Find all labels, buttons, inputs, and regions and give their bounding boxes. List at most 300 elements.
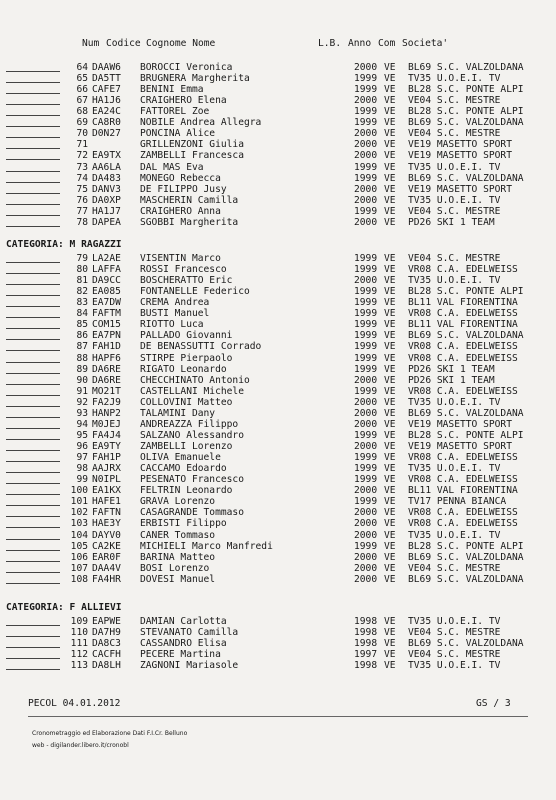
time-blank-line (6, 204, 60, 205)
entry-name: PALLADO Giovanni (140, 330, 233, 342)
entry-club: BL69 S.C. VALZOLDANA (408, 330, 524, 342)
table-row (0, 150, 556, 161)
table-row (0, 496, 556, 507)
table-row (0, 84, 556, 95)
entry-com: VE (384, 183, 396, 195)
time-blank-line (6, 317, 60, 318)
entry-year: 1999 (354, 117, 378, 129)
entry-name: GRILLENZONI Giulia (140, 139, 244, 151)
entry-year: 1999 (354, 264, 378, 276)
entry-year: 2000 (354, 275, 378, 287)
entry-num: 92 (76, 396, 88, 408)
entry-code: EAPWE (92, 616, 121, 627)
entry-name: BUSTI Manuel (140, 308, 210, 320)
entry-year: 1998 (354, 638, 378, 650)
table-row (0, 463, 556, 474)
footer-place-date: PECOL 04.01.2012 (28, 698, 121, 709)
entry-name: SALZANO Alessandro (140, 429, 244, 441)
entry-club: BL69 S.C. VALZOLDANA (408, 172, 524, 184)
entry-num: 97 (76, 452, 88, 464)
entry-club: VE19 MASETTO SPORT (408, 441, 512, 453)
entry-code: CACFH (92, 649, 121, 661)
entry-name: TALAMINI Dany (140, 407, 216, 419)
entry-code: EA7DW (92, 297, 121, 309)
entry-year: 2000 (354, 418, 378, 430)
col-codice-header: Codice (106, 38, 141, 49)
table-row (0, 452, 556, 463)
entry-name: ZAGNONI Mariasole (140, 660, 239, 672)
time-blank-line (6, 226, 60, 227)
table-row (0, 574, 556, 585)
entry-code: HAFE1 (92, 496, 121, 508)
entry-com: VE (384, 95, 396, 107)
entry-name: DE BENASSUTTI Corrado (140, 341, 262, 353)
entry-code: FA2J9 (92, 396, 121, 408)
table-row (0, 474, 556, 485)
entry-club: TV35 U.O.E.I. TV (408, 463, 501, 475)
time-blank-line (6, 262, 60, 263)
table-row (0, 275, 556, 286)
entry-code: FAH1D (92, 341, 121, 353)
time-blank-line (6, 450, 60, 451)
entry-name: CASTELLANI Michele (140, 385, 244, 397)
table-row (0, 541, 556, 552)
entry-name: ZAMBELLI Lorenzo (140, 441, 233, 453)
entry-club: VE04 S.C. MESTRE (408, 95, 501, 107)
entry-com: VE (384, 194, 396, 206)
entry-name: RIGATO Leonardo (140, 363, 227, 375)
entry-year: 2000 (354, 374, 378, 386)
category-heading: CATEGORIA: M RAGAZZI (6, 239, 122, 250)
entry-year: 2000 (354, 529, 378, 541)
entry-club: BL28 S.C. PONTE ALPI (408, 106, 524, 118)
time-blank-line (6, 550, 60, 551)
entry-club: TV35 U.O.E.I. TV (408, 616, 501, 627)
time-blank-line (6, 115, 60, 116)
category-heading: CATEGORIA: F ALLIEVI (6, 602, 122, 613)
entry-com: VE (384, 529, 396, 541)
entry-num: 100 (70, 485, 88, 497)
entry-name: SGOBBI Margherita (140, 216, 239, 228)
entry-name: OLIVA Emanuele (140, 452, 221, 464)
entry-year: 1999 (354, 308, 378, 320)
entry-num: 94 (76, 418, 88, 430)
entry-code: COM15 (92, 319, 121, 331)
entry-com: VE (384, 407, 396, 419)
time-blank-line (6, 182, 60, 183)
entry-num: 110 (70, 627, 88, 639)
time-blank-line (6, 93, 60, 94)
entry-club: VE19 MASETTO SPORT (408, 150, 512, 162)
entry-club: VE04 S.C. MESTRE (408, 128, 501, 140)
entry-name: BENINI Emma (140, 84, 204, 96)
entry-com: VE (384, 507, 396, 519)
entry-com: VE (384, 573, 396, 585)
time-blank-line (6, 328, 60, 329)
entry-club: VE19 MASETTO SPORT (408, 183, 512, 195)
table-row (0, 73, 556, 84)
entry-name: CACCAMO Edoardo (140, 463, 227, 475)
entry-year: 2000 (354, 396, 378, 408)
entry-num: 88 (76, 352, 88, 364)
entry-year: 1999 (354, 161, 378, 173)
entry-name: ANDREAZZA Filippo (140, 418, 239, 430)
time-blank-line (6, 171, 60, 172)
entry-club: TV35 U.O.E.I. TV (408, 194, 501, 206)
entry-club: VR08 C.A. EDELWEISS (408, 452, 518, 464)
entry-code: AAJRX (92, 463, 121, 475)
entry-name: CASAGRANDE Tommaso (140, 507, 244, 519)
entry-num: 106 (70, 551, 88, 563)
table-row (0, 563, 556, 574)
entry-club: BL69 S.C. VALZOLDANA (408, 62, 524, 73)
time-blank-line (6, 505, 60, 506)
entry-club: BL28 S.C. PONTE ALPI (408, 540, 524, 552)
entry-year: 2000 (354, 441, 378, 453)
entry-name: CREMA Andrea (140, 297, 210, 309)
entry-year: 1999 (354, 496, 378, 508)
table-row (0, 364, 556, 375)
entry-name: ZAMBELLI Francesca (140, 150, 244, 162)
entry-name: CASSANDRO Elisa (140, 638, 227, 650)
table-row (0, 297, 556, 308)
entry-name: BARINA Matteo (140, 551, 216, 563)
time-blank-line (6, 483, 60, 484)
entry-com: VE (384, 253, 396, 264)
entry-year: 2000 (354, 562, 378, 574)
time-blank-line (6, 284, 60, 285)
entry-code: DA8C3 (92, 638, 121, 650)
entry-year: 1999 (354, 253, 378, 264)
entry-code: LA2AE (92, 253, 121, 264)
entry-club: PD26 SKI 1 TEAM (408, 216, 495, 228)
entry-num: 85 (76, 319, 88, 331)
entry-code: DANV3 (92, 183, 121, 195)
entry-num: 102 (70, 507, 88, 519)
entry-year: 2000 (354, 407, 378, 419)
entry-year: 2000 (354, 128, 378, 140)
col-lb-header: L.B. (318, 38, 342, 49)
table-row (0, 441, 556, 452)
entry-code: HANP2 (92, 407, 121, 419)
entry-club: VR08 C.A. EDELWEISS (408, 352, 518, 364)
entry-code: DAA4V (92, 562, 121, 574)
entry-name: DAL MAS Eva (140, 161, 204, 173)
table-row (0, 649, 556, 660)
entry-year: 2000 (354, 573, 378, 585)
entry-code: CAFE7 (92, 84, 121, 96)
entry-com: VE (384, 150, 396, 162)
entry-com: VE (384, 308, 396, 320)
entry-num: 71 (76, 139, 88, 151)
col-anno-header: Anno (348, 38, 372, 49)
entry-com: VE (384, 352, 396, 364)
entry-num: 76 (76, 194, 88, 206)
time-blank-line (6, 71, 60, 72)
entry-com: VE (384, 660, 396, 672)
entry-code: EA7PN (92, 330, 121, 342)
table-row (0, 128, 556, 139)
entry-code: FAFTM (92, 308, 121, 320)
entry-com: VE (384, 385, 396, 397)
entry-club: TV35 U.O.E.I. TV (408, 73, 501, 85)
table-row (0, 117, 556, 128)
entry-num: 84 (76, 308, 88, 320)
entry-num: 103 (70, 518, 88, 530)
entry-com: VE (384, 330, 396, 342)
entry-num: 72 (76, 150, 88, 162)
entry-code: FAH1P (92, 452, 121, 464)
entry-name: CHECCHINATO Antonio (140, 374, 250, 386)
entry-name: FATTOREL Zoe (140, 106, 210, 118)
entry-name: MONEGO Rebecca (140, 172, 221, 184)
table-row (0, 184, 556, 195)
entry-club: TV35 U.O.E.I. TV (408, 396, 501, 408)
entry-code: DAPEA (92, 216, 121, 228)
entry-code: DA6RE (92, 374, 121, 386)
time-blank-line (6, 395, 60, 396)
entry-name: FELTRIN Leonardo (140, 485, 233, 497)
time-blank-line (6, 439, 60, 440)
entry-num: 69 (76, 117, 88, 129)
entry-code: FA4J4 (92, 429, 121, 441)
entry-com: VE (384, 286, 396, 298)
time-blank-line (6, 472, 60, 473)
entry-code: M0JEJ (92, 418, 121, 430)
entry-year: 1999 (354, 385, 378, 397)
time-blank-line (6, 561, 60, 562)
entry-year: 2000 (354, 485, 378, 497)
entry-com: VE (384, 562, 396, 574)
entry-code: HA1J7 (92, 205, 121, 217)
entry-com: VE (384, 73, 396, 85)
entry-num: 77 (76, 205, 88, 217)
entry-code: DA6RE (92, 363, 121, 375)
entry-code: EA9TY (92, 441, 121, 453)
entry-com: VE (384, 172, 396, 184)
entry-code: DAAW6 (92, 62, 121, 73)
entry-year: 1999 (354, 474, 378, 486)
entry-com: VE (384, 441, 396, 453)
entry-code: DA9CC (92, 275, 121, 287)
footer-credit: Cronometraggio ed Elaborazione Dati F.I.Cr. Belluno (32, 730, 188, 737)
table-row (0, 638, 556, 649)
table-row (0, 386, 556, 397)
entry-com: VE (384, 463, 396, 475)
entry-com: VE (384, 485, 396, 497)
entry-num: 87 (76, 341, 88, 353)
table-row (0, 552, 556, 563)
entry-name: ERBISTI Filippo (140, 518, 227, 530)
entry-num: 109 (70, 616, 88, 627)
time-blank-line (6, 494, 60, 495)
time-blank-line (6, 373, 60, 374)
table-row (0, 264, 556, 275)
entry-num: 81 (76, 275, 88, 287)
table-row (0, 375, 556, 386)
table-row (0, 397, 556, 408)
entry-club: BL11 VAL FIORENTINA (408, 319, 518, 331)
time-blank-line (6, 669, 60, 670)
time-blank-line (6, 193, 60, 194)
table-row (0, 353, 556, 364)
entry-club: BL28 S.C. PONTE ALPI (408, 286, 524, 298)
time-blank-line (6, 572, 60, 573)
entry-num: 75 (76, 183, 88, 195)
entry-club: TV35 U.O.E.I. TV (408, 660, 501, 672)
entry-year: 1999 (354, 73, 378, 85)
entry-num: 64 (76, 62, 88, 73)
entry-year: 2000 (354, 216, 378, 228)
entry-num: 89 (76, 363, 88, 375)
entry-club: BL28 S.C. PONTE ALPI (408, 429, 524, 441)
entry-num: 70 (76, 128, 88, 140)
table-row (0, 408, 556, 419)
entry-name: PESENATO Francesco (140, 474, 244, 486)
time-blank-line (6, 362, 60, 363)
entry-club: VR08 C.A. EDELWEISS (408, 385, 518, 397)
time-blank-line (6, 137, 60, 138)
footer-divider (28, 716, 528, 717)
entry-year: 1999 (354, 84, 378, 96)
table-row (0, 217, 556, 228)
entry-num: 104 (70, 529, 88, 541)
entry-year: 1998 (354, 627, 378, 639)
entry-com: VE (384, 496, 396, 508)
entry-num: 99 (76, 474, 88, 486)
entry-club: VE04 S.C. MESTRE (408, 253, 501, 264)
entry-com: VE (384, 374, 396, 386)
footer-page: GS / 3 (476, 698, 511, 709)
entry-num: 113 (70, 660, 88, 672)
time-blank-line (6, 539, 60, 540)
entry-code: CA2KE (92, 540, 121, 552)
entry-num: 79 (76, 253, 88, 264)
time-blank-line (6, 636, 60, 637)
entry-year: 1999 (354, 452, 378, 464)
entry-club: VR08 C.A. EDELWEISS (408, 507, 518, 519)
time-blank-line (6, 583, 60, 584)
entry-num: 112 (70, 649, 88, 661)
entry-name: BOSCHERATTO Eric (140, 275, 233, 287)
entry-code: CA8R0 (92, 117, 121, 129)
entry-club: VE04 S.C. MESTRE (408, 649, 501, 661)
entry-year: 2000 (354, 183, 378, 195)
table-row (0, 319, 556, 330)
entry-num: 95 (76, 429, 88, 441)
entry-club: VR08 C.A. EDELWEISS (408, 474, 518, 486)
table-row (0, 195, 556, 206)
time-blank-line (6, 527, 60, 528)
entry-club: BL69 S.C. VALZOLDANA (408, 551, 524, 563)
entry-com: VE (384, 418, 396, 430)
entry-club: VE19 MASETTO SPORT (408, 418, 512, 430)
entry-name: RIOTTO Luca (140, 319, 204, 331)
time-blank-line (6, 417, 60, 418)
entry-club: BL69 S.C. VALZOLDANA (408, 117, 524, 129)
entry-club: BL69 S.C. VALZOLDANA (408, 638, 524, 650)
entry-num: 80 (76, 264, 88, 276)
entry-code: EAR0F (92, 551, 121, 563)
entry-year: 1999 (354, 352, 378, 364)
entry-club: BL11 VAL FIORENTINA (408, 485, 518, 497)
entry-name: FONTANELLE Federico (140, 286, 250, 298)
entry-name: PONCINA Alice (140, 128, 216, 140)
entry-com: VE (384, 551, 396, 563)
entry-num: 65 (76, 73, 88, 85)
table-row (0, 106, 556, 117)
entry-com: VE (384, 540, 396, 552)
entry-num: 74 (76, 172, 88, 184)
entry-com: VE (384, 117, 396, 129)
entry-year: 2000 (354, 150, 378, 162)
entry-com: VE (384, 62, 396, 73)
entry-num: 91 (76, 385, 88, 397)
entry-year: 1999 (354, 330, 378, 342)
entry-year: 1999 (354, 286, 378, 298)
time-blank-line (6, 516, 60, 517)
entry-code: EA085 (92, 286, 121, 298)
entry-name: BOROCCI Veronica (140, 62, 233, 73)
table-row (0, 308, 556, 319)
entry-year: 1999 (354, 429, 378, 441)
table-row (0, 616, 556, 627)
entry-club: BL11 VAL FIORENTINA (408, 297, 518, 309)
entry-year: 1998 (354, 660, 378, 672)
time-blank-line (6, 658, 60, 659)
entry-com: VE (384, 616, 396, 627)
entry-club: VR08 C.A. EDELWEISS (408, 341, 518, 353)
entry-com: VE (384, 518, 396, 530)
table-row (0, 286, 556, 297)
table-row (0, 518, 556, 529)
footer-web: web - digilander.libero.it/cronobl (32, 742, 129, 749)
entry-code: DA483 (92, 172, 121, 184)
table-row (0, 62, 556, 73)
entry-code: DA0XP (92, 194, 121, 206)
entry-num: 98 (76, 463, 88, 475)
table-row (0, 660, 556, 671)
entry-code: DA5TT (92, 73, 121, 85)
entry-name: MASCHERIN Camilla (140, 194, 239, 206)
entry-club: BL69 S.C. VALZOLDANA (408, 407, 524, 419)
entry-year: 1997 (354, 649, 378, 661)
col-societa-header: Societa' (402, 38, 449, 49)
entry-year: 2000 (354, 518, 378, 530)
entry-club: VR08 C.A. EDELWEISS (408, 518, 518, 530)
entry-year: 2000 (354, 139, 378, 151)
entry-code: D0N27 (92, 128, 121, 140)
entry-name: VISENTIN Marco (140, 253, 221, 264)
entry-code: DAYV0 (92, 529, 121, 541)
time-blank-line (6, 82, 60, 83)
entry-code: HAE3Y (92, 518, 121, 530)
entry-club: TV35 U.O.E.I. TV (408, 161, 501, 173)
entry-com: VE (384, 649, 396, 661)
entry-year: 1999 (354, 297, 378, 309)
entry-club: PD26 SKI 1 TEAM (408, 374, 495, 386)
entry-name: CANER Tommaso (140, 529, 216, 541)
table-row (0, 330, 556, 341)
entry-year: 2000 (354, 62, 378, 73)
entry-year: 1999 (354, 172, 378, 184)
entry-club: BL28 S.C. PONTE ALPI (408, 84, 524, 96)
entry-year: 1999 (354, 319, 378, 331)
time-blank-line (6, 126, 60, 127)
entry-num: 78 (76, 216, 88, 228)
entry-name: DOVESI Manuel (140, 573, 216, 585)
entry-code: HA1J6 (92, 95, 121, 107)
